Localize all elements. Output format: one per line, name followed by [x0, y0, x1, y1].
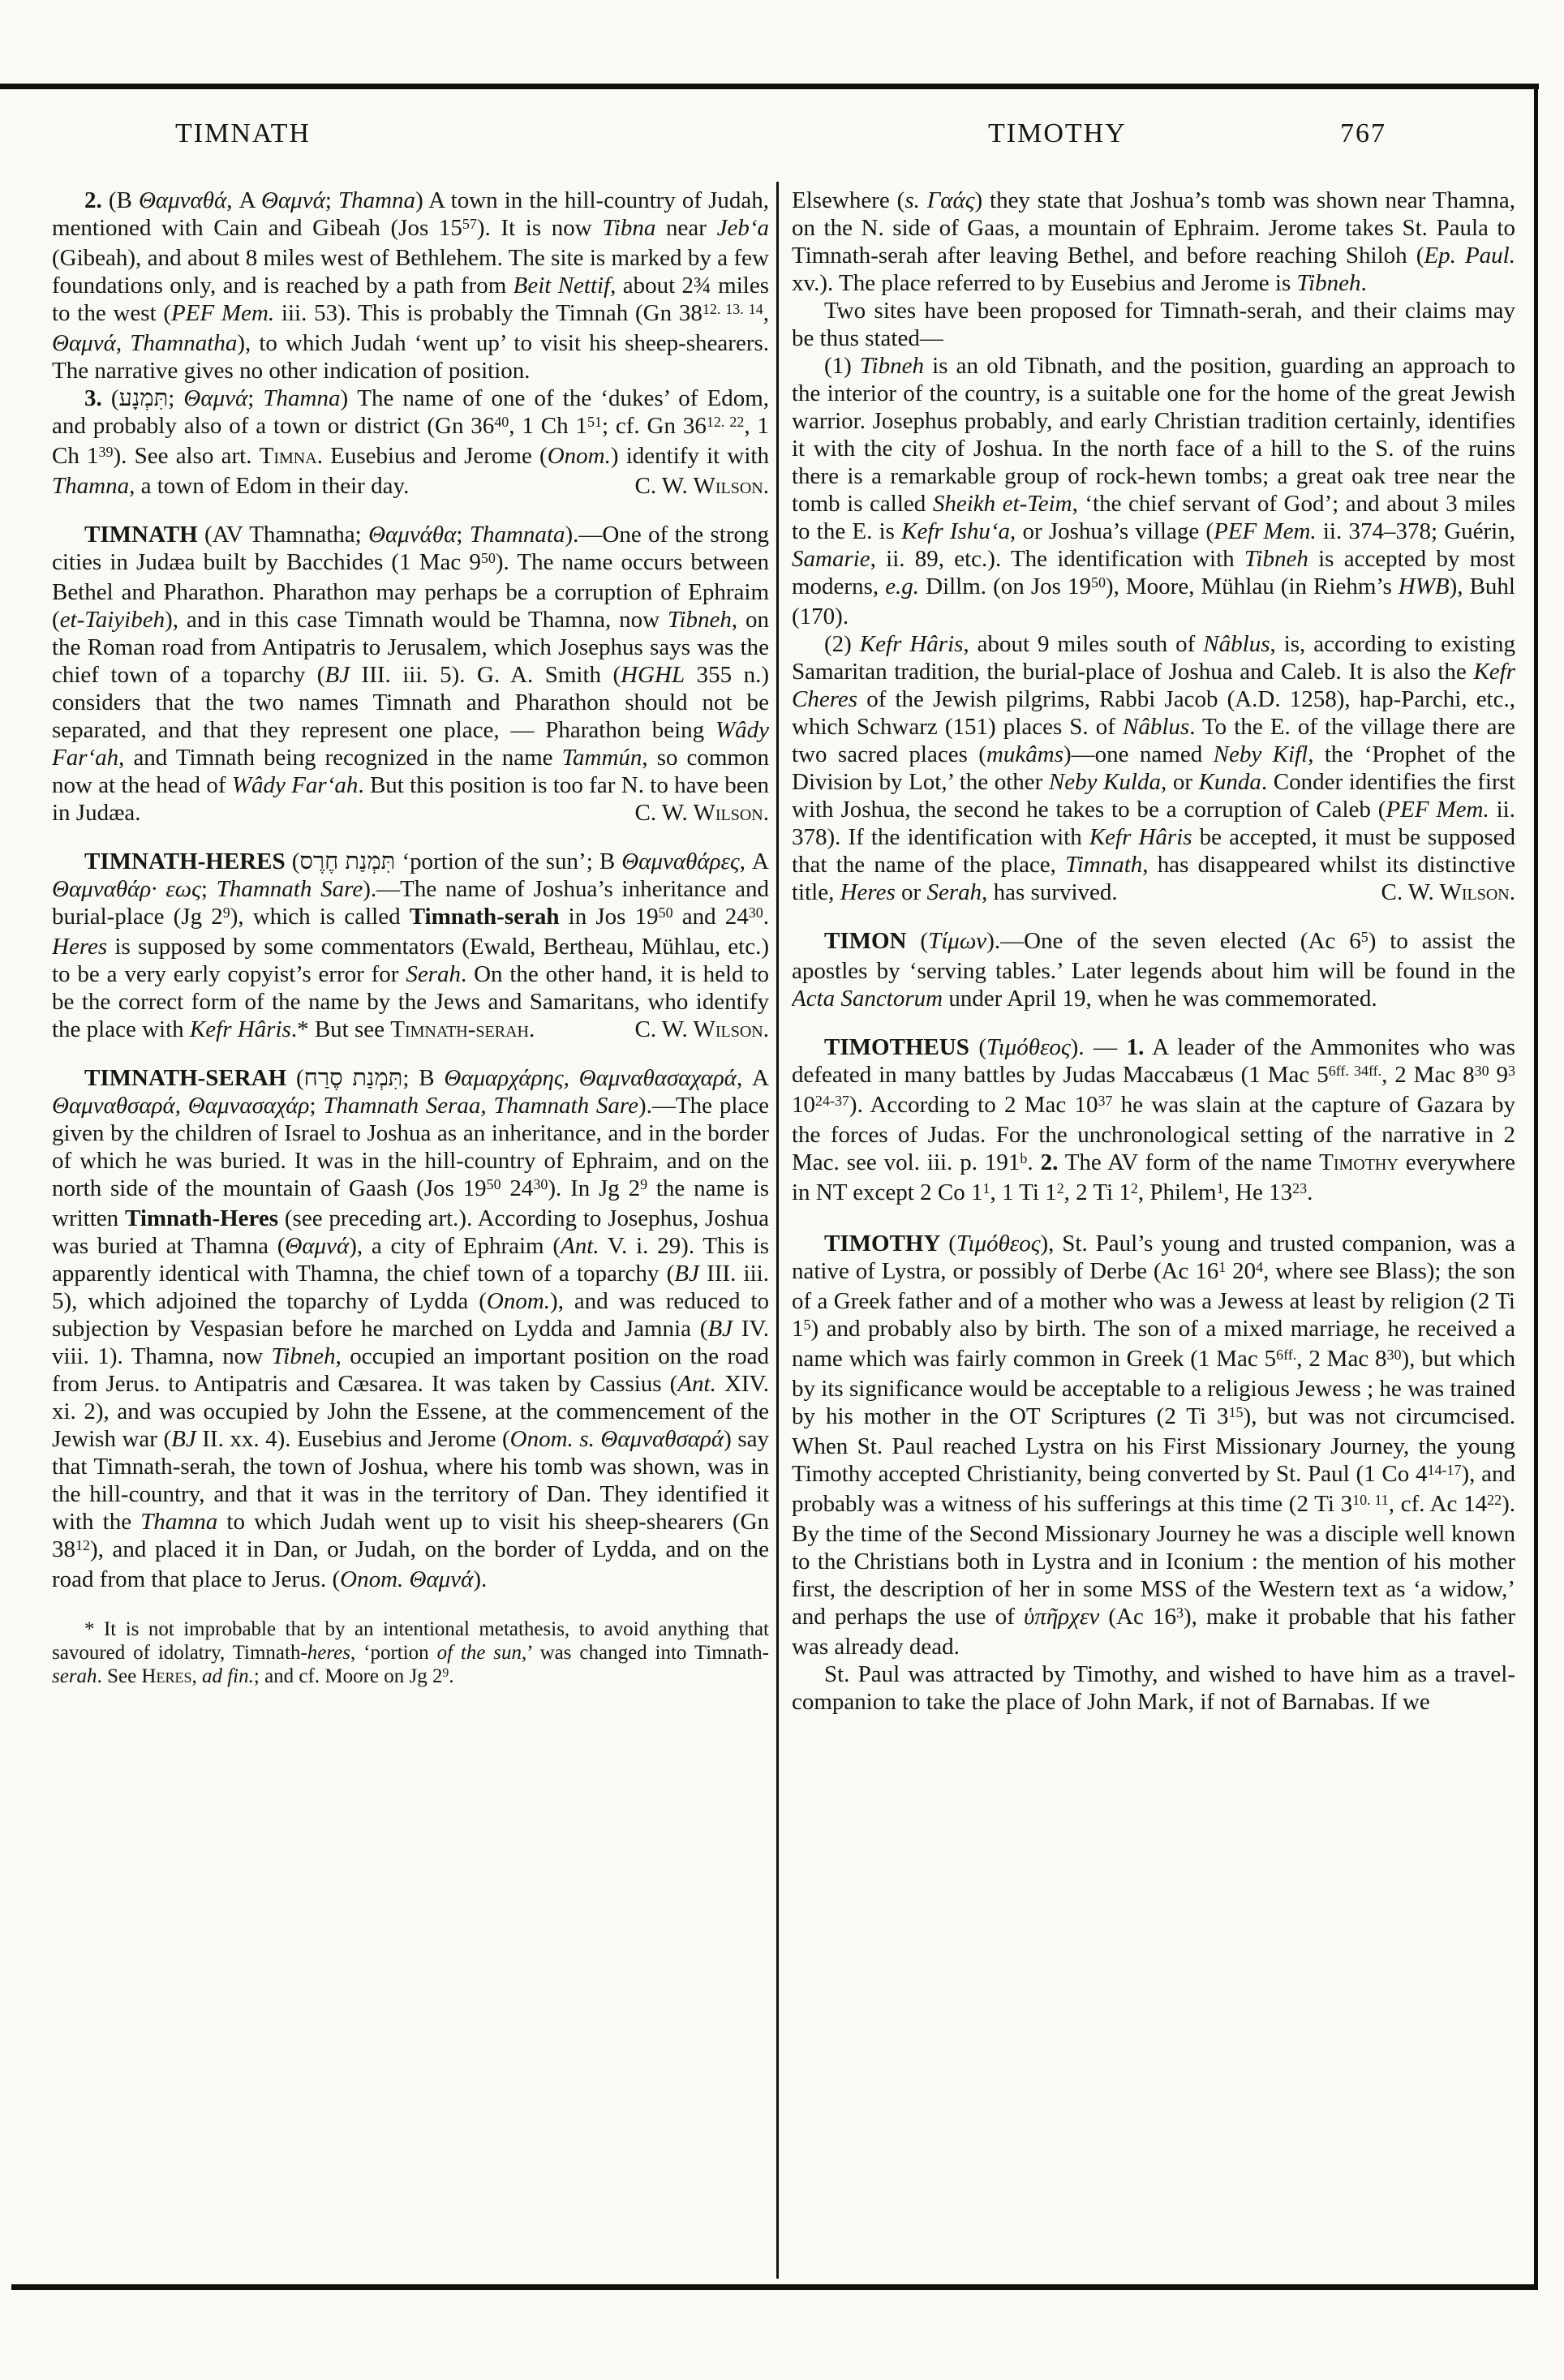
column-divider-rule: [776, 182, 779, 2279]
right-border-rule: [1534, 84, 1538, 2290]
entry-timnath: TIMNATH (AV Thamnatha; Θαμνάθα; Thamnata).—One of the strong cities in Judæa built by Bacchides (1 Mac $9^{50}$). The name occurs between Bethel and Pharathon. Pharathon may perhaps be a corruption of Ephraim (et-Taiyibeh), and in this case Timnath would be Thamna, now Tibneh, on the Roman road from Antipatris to Jerusalem, which Josephus says was the chief town of a toparchy (BJ III. iii. 5). G. A. Smith (HGHL 355 n.) considers that the two names Timnath and Pharathon should not be separated, and that they represent one place, — Pharathon being Wâdy Far‘ah, and Timnath being recognized in the name Tammún, so common now at the head of Wâdy Far‘ah. But this position is too far N. to have been in Judæa. C. W. Wilson.: [52, 522, 769, 826]
entry-timnath-serah: TIMNATH-SERAH (תִּמְנַת סֶרַח; B Θαμαρχάρης, Θαμναθασαχαρά, A Θαμναθσαρά, Θαμνασαχάρ; Thamnath Seraa, Thamnath Sare).—The place given by the children of Israel to Joshua as an inheritance, and in the border of which he was buried. It was in the hill-country of Ephraim, and on the north side of the mountain of Gaash (Jos $19^{50}$ $24^{30}$). In Jg $2^9$ the name is written Timnath-Heres (see preceding art.). According to Josephus, Joshua was buried at Thamna (Θαμνά), a city of Ephraim (Ant. V. i. 29). This is apparently identical with Thamna, the chief town of a toparchy (BJ III. iii. 5), which adjoined the toparchy of Lydda (Onom.), and was reduced to subjection by Vespasian before he marched on Lydda and Jamnia (BJ IV. viii. 1). Thamna, now Tibneh, occupied an important position on the road from Jerus. to Antipatris and Cæsarea. It was taken by Cassius (Ant. XIV. xi. 2), and was occupied by John the Essene, at the commencement of the Jewish war (BJ II. xx. 4). Eusebius and Jerome (Onom. s. Θαμναθσαρά) say that Timnath-serah, the town of Joshua, where his tomb was shown, was in the hill-country, and that it was in the territory of Dan. They identified it with the Thamna to which Judah went up to visit his sheep-shearers (Gn $38^{12}$), and placed it in Dan, or Judah, on the border of Lydda, and on the road from that place to Jerus. (Onom. Θαμνά).: [52, 1065, 769, 1592]
continuation-paragraph: Elsewhere (s. Γαάς) they state that Joshua’s tomb was shown near Thamna, on the N. side of Gaas, a mountain of Ephraim. Jerome takes St. Paula to Timnath-serah after leaving Bethel, and before reaching Shiloh (Ep. Paul. xv.). The place referred to by Eusebius and Jerome is Tibneh.: [792, 187, 1515, 296]
bottom-border-rule: [11, 2284, 1536, 2290]
entry-timotheus: TIMOTHEUS (Τιμόθεος). — 1. A leader of the Ammonites who was defeated in many battles by Judas Maccabæus (1 Mac $5^{6ff. 34ff.}$, 2 Mac $8^{30}$ $9^3$ 10$^{24-37}$). According to 2 Mac $10^{37}$ he was slain at the capture of Gazara by the forces of Judas. For the unchronological setting of the narrative in 2 Mac. see vol. iii. p. 191$^b$. 2. The AV form of the name Timothy everywhere in NT except 2 Co $1^1$, 1 Ti $1^2$, 2 Ti $1^2$, Philem$^1$, He $13^{23}$.: [792, 1034, 1515, 1205]
left-column: [52, 187, 769, 2275]
entry-timon: TIMON (Τίμων).—One of the seven elected (Ac $6^5$) to assist the apostles by ‘serving tables.’ Later legends about him will be found in the Acta Sanctorum under April 19, when he was commemorated.: [792, 928, 1515, 1012]
page-number: 767: [1340, 118, 1386, 148]
entry-thamna-duke: 3. (תִּמְנָע; Θαμνά; Thamna) The name of one of the ‘dukes’ of Edom, and probably also of a town or district (Gn $36^{40}$, 1 Ch $1^{51}$; cf. Gn $36^{12. 22}$, 1 Ch $1^{39}$). See also art. Timna. Eusebius and Jerome (Onom.) identify it with Thamna, a town of Edom in their day. C. W. Wilson.: [52, 385, 769, 499]
footnote: * It is not improbable that by an intentional metathesis, to avoid anything that savoured of idolatry, Timnath-heres, ‘portion of the sun,’ was changed into Timnath-serah. See Heres, ad fin.; and cf. Moore on Jg $2^9$.: [52, 1618, 769, 1687]
running-head-left: TIMNATH: [175, 118, 311, 148]
paragraph-two-sites: Two sites have been proposed for Timnath-serah, and their claims may be thus stated—: [792, 298, 1515, 351]
entry-timnah-town: 2. (B Θαμναθά, A Θαμνά; Thamna) A town in the hill-country of Judah, mentioned with Cain and Gibeah (Jos $15^{57}$). It is now Tibna near Jeb‘a (Gibeah), and about 8 miles west of Bethlehem. The site is marked by a few foundations only, and is reached by a path from Beit Nettif, about 2¾ miles to the west (PEF Mem. iii. 53). This is probably the Timnah (Gn $38^{12. 13. 14}$, Θαμνά, Thamnatha), to which Judah ‘went up’ to visit his sheep-shearers. The narrative gives no other indication of position.: [52, 187, 769, 384]
top-border-rule: [0, 84, 1539, 89]
entry-timothy: TIMOTHY (Τιμόθεος), St. Paul’s young and trusted companion, was a native of Lystra, or possibly of Derbe (Ac $16^1$ $20^4$, where see Blass); the son of a Greek father and of a mother who was a Jewess at least by religion (2 Ti $1^5$) and probably also by birth. The son of a mixed marriage, he received a name which was fairly common in Greek (1 Mac $5^{6ff.}$, 2 Mac $8^{30}$), but which by its significance would be acceptable to a religious Jewess ; he was trained by his mother in the OT Scriptures (2 Ti $3^{15}$), but was not circumcised. When St. Paul reached Lystra on his First Missionary Journey, the young Timothy accepted Christianity, being converted by St. Paul (1 Co 4$^{14-17}$), and probably was a witness of his sufferings at this time (2 Ti $3^{10. 11}$, cf. Ac $14^{22}$). By the time of the Second Missionary Journey he was a disciple well known to the Christians both in Lystra and in Iconium : the mention of his mother first, the description of her in some MSS of the Western text as ‘a widow,’ and perhaps the use of ὑπῆρχεν (Ac $16^3$), make it probable that his father was already dead.: [792, 1231, 1515, 1660]
paragraph-st-paul-attracted: St. Paul was attracted by Timothy, and wished to have him as a travel-companion to take the place of John Mark, if not of Barnabas. If we: [792, 1661, 1515, 1715]
running-head: [0, 118, 1564, 154]
running-head-right: TIMOTHY: [988, 118, 1127, 148]
paragraph-site-2-kefr-haris: (2) Kefr Hâris, about 9 miles south of Nâblus, is, according to existing Samaritan tradition, the burial-place of Joshua and Caleb. It is also the Kefr Cheres of the Jewish pilgrims, Rabbi Jacob (A.D. 1258), hap-Parchi, etc., which Schwarz (151) places S. of Nâblus. To the E. of the village there are two sacred places (mukâms)—one named Neby Kifl, the ‘Prophet of the Division by Lot,’ the other Neby Kulda, or Kunda. Conder identifies the first with Joshua, the second he takes to be a corruption of Caleb (PEF Mem. ii. 378). If the identification with Kefr Hâris be accepted, it must be supposed that the name of the place, Timnath, has disappeared whilst its distinctive title, Heres or Serah, has survived. C. W. Wilson.: [792, 631, 1515, 905]
paragraph-site-1-tibneh: (1) Tibneh is an old Tibnath, and the position, guarding an approach to the interior of the country, is a suitable one for the home of the great Jewish warrior. Josephus probably, and early Christian tradition certainly, identifies it with the city of Joshua. In the north face of a hill to the S. of the ruins there is a remarkable group of rock-hewn tombs; a great oak tree near the tomb is called Sheikh et-Teim, ‘the chief servant of God’; and about 3 miles to the E. is Kefr Ishu‘a, or Joshua’s village (PEF Mem. ii. 374–378; Guérin, Samarie, ii. 89, etc.). The identification with Tibneh is accepted by most moderns, e.g. Dillm. (on Jos $19^{50}$), Moore, Mühlau (in Riehm’s HWB), Buhl (170).: [792, 353, 1515, 629]
entry-timnath-heres: TIMNATH-HERES (תִּמְנַת חֶרֶס ‘portion of the sun’; B Θαμναθάρες, A Θαμναθάρ· εως; Thamnath Sare).—The name of Joshua’s inheritance and burial-place (Jg $2^9$), which is called Timnath-serah in Jos $19^{50}$ and $24^{30}$. Heres is supposed by some commentators (Ewald, Bertheau, Mühlau, etc.) to be a very early copyist’s error for Serah. On the other hand, it is held to be the correct form of the name by the Jews and Samaritans, who identify the place with Kefr Hâris.* But see Timnath-serah. C. W. Wilson.: [52, 848, 769, 1042]
right-column: [792, 187, 1515, 2275]
